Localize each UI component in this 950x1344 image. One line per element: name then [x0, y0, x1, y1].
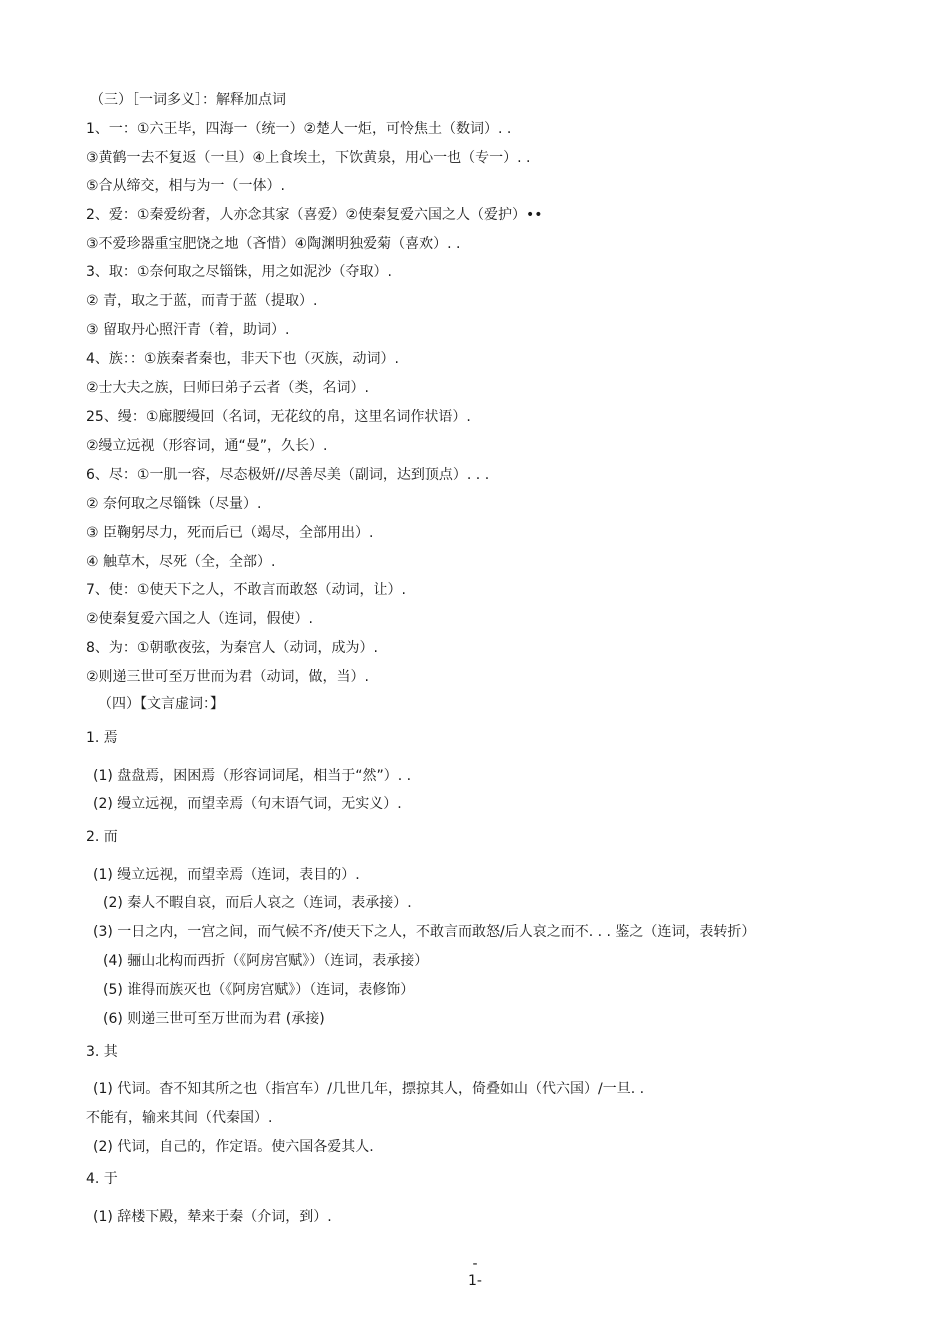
text-line: ②士大夫之族，曰师曰弟子云者（类，名词）. [86, 380, 369, 396]
text-line: (3) 一日之内，一宫之间，而气候不齐/使天下之人，不敢言而敢怒/后人哀之而不. . . 鉴之（连词，表转折） [93, 924, 756, 940]
text-line: (1) 盘盘焉，困困焉（形容词词尾，相当于“然”）. . [93, 768, 412, 784]
text-line: 1、一：①六王毕，四海一（统一）②楚人一炬，可怜焦土（数词）. . [86, 121, 512, 137]
page-footer-dash: - [472, 1256, 478, 1272]
text-line: (6) 则递三世可至万世而为君 (承接) [103, 1011, 325, 1027]
text-line: 6、尽：①一肌一容，尽态极妍//尽善尽美（副词，达到顶点）. . . [86, 467, 490, 483]
text-line: ③ 臣鞠躬尽力，死而后已（竭尽，全部用出）. [86, 525, 374, 541]
text-line: (1) 辞楼下殿，辇来于秦（介词，到）. [93, 1209, 332, 1225]
text-line: ②使秦复爱六国之人（连词，假使）. [86, 611, 314, 627]
text-line: ④ 触草木，尽死（全，全部）. [86, 554, 276, 570]
text-line: ⑤合从缔交，相与为一（一体）. [86, 178, 286, 194]
item-heading: 3. 其 [86, 1044, 118, 1060]
text-line: ②则递三世可至万世而为君（动词，做，当）. [86, 669, 369, 685]
section-heading-function-words: （四）【文言虚词：】 [98, 696, 224, 712]
text-line: ②缦立远视（形容词，通“曼”，久长）. [86, 438, 328, 454]
text-line: 7、使：①使天下之人，不敢言而敢怒（动词，让）. [86, 582, 406, 598]
text-line: (2) 代词，自己的，作定语。使六国各爱其人. [93, 1139, 374, 1155]
text-line: (2) 缦立远视，而望幸焉（句末语气词，无实义）. [93, 796, 402, 812]
text-line: ③不爱珍器重宝肥饶之地（吝惜）④陶渊明独爱菊（喜欢）. . [86, 236, 461, 252]
text-line: (1) 缦立远视，而望幸焉（连词，表目的）. [93, 867, 360, 883]
text-line: ② 青，取之于蓝，而青于蓝（提取）. [86, 293, 318, 309]
text-line: ③ 留取丹心照汗青（着，助词）. [86, 322, 290, 338]
section-heading-polysemy: （三）［一词多义］：解释加点词 [90, 92, 286, 108]
text-line: (4) 骊山北构而西折（《阿房宫赋》）（连词，表承接） [103, 953, 429, 969]
text-line: (5) 谁得而族灭也（《阿房宫赋》）（连词，表修饰） [103, 982, 415, 998]
text-line: 不能有，输来其间（代秦国）. [86, 1110, 273, 1126]
item-heading: 2. 而 [86, 829, 118, 845]
text-line: (1) 代词。杳不知其所之也（指宫车）/几世几年，摽掠其人，倚叠如山（代六国）/一旦. . [93, 1081, 645, 1097]
text-line: 4、族：：①族秦者秦也，非天下也（灭族，动词）. [86, 351, 399, 367]
item-heading: 1. 焉 [86, 730, 118, 746]
text-line: ③黄鹤一去不复返（一旦）④上食埃土，下饮黄泉，用心一也（专一）. . [86, 150, 531, 166]
page-number: 1- [468, 1273, 482, 1289]
text-line: 8、为：①朝歌夜弦，为秦宫人（动词，成为）. [86, 640, 378, 656]
item-heading: 4. 于 [86, 1171, 118, 1187]
text-line: 3、取：①奈何取之尽锱铢，用之如泥沙（夺取）. [86, 264, 392, 280]
text-line: 25、缦：①廊腰缦回（名词，无花纹的帛，这里名词作状语）. [86, 409, 471, 425]
text-line: ② 奈何取之尽锱铢（尽量）. [86, 496, 262, 512]
text-line: (2) 秦人不暇自哀，而后人哀之（连词，表承接）. [103, 895, 412, 911]
text-line: 2、爱：①秦爱纷奢，人亦念其家（喜爱）②使秦复爱六国之人（爱护）•• [86, 207, 543, 223]
